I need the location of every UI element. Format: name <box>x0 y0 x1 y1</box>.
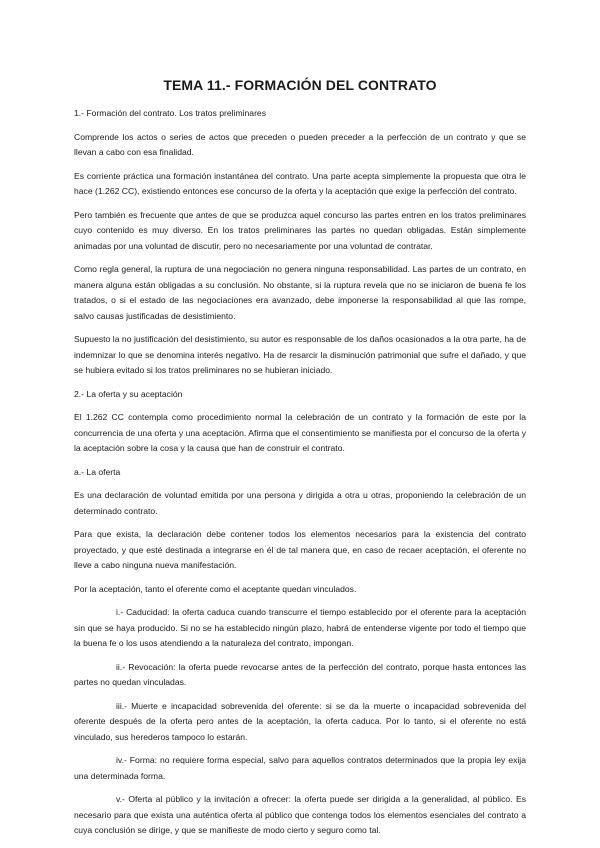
section-2-heading: 2.- La oferta y su aceptación <box>74 388 183 399</box>
section-1-heading: 1.- Formación del contrato. Los tratos preliminares <box>74 108 267 118</box>
list-item: v.- Oferta al público y la invitación a ofrecer: la oferta puede ser dirigida a la generalidad, al público. Es necesario para que exista una auténtica oferta al público que contenga todos los elementos esenciales del contrato a cuya conclusión se dirige, y que se manifieste de modo cierto y seguro como tal. <box>74 794 526 835</box>
section-1-paragraph: Como regla general, la ruptura de una negociación no genera ninguna responsabilidad. Las partes de un contrato, en manera alguna están obligadas a su conclusión. No obstante, si la ruptura revela que no se iniciaron de buena fe los tratados, o si el estado de las negociaciones era avanzado, debe imponerse la responsabilidad al que las rompe, salvo causas justificadas de desistimiento. <box>74 264 526 321</box>
list-item: ii.- Revocación: la oferta puede revocarse antes de la perfección del contrato, porque hasta entonces las partes no quedan vinculadas. <box>74 661 526 687</box>
section-1-paragraph: Es corriente práctica una formación instantánea del contrato. Una parte acepta simplemente la propuesta que otra le hace (1.262 CC), existiendo entonces ese concurso de la oferta y la aceptación que exige la perfección del contrato. <box>74 170 526 196</box>
section-1-paragraph: Comprende los actos o series de actos que preceden o pueden preceder a la perfección de un contrato y que se llevan a cabo con esa finalidad. <box>74 131 526 157</box>
section-1-paragraph: Supuesto la no justificación del desistimiento, su autor es responsable de los daños ocasionados a la otra parte, ha de indemnizar lo que se denomina interés negativo. Ha de resarcir la disminución patrimonial que sufre el dañado, y que se hubiera evitado si los tratos preliminares no se hubieran iniciado. <box>74 334 526 375</box>
section-1-paragraph: Pero también es frecuente que antes de que se produzca aquel concurso las partes entren en los tratos preliminares cuyo contenido es muy diverso. En los tratos preliminares las partes no quedan obligadas. Están simplemente animadas por una voluntad de discutir, pero no necesariamente por una voluntad de contratar. <box>74 209 526 251</box>
document-title: TEMA 11.- FORMACIÓN DEL CONTRATO <box>163 77 437 93</box>
subsection-a-paragraph: Para que exista, la declaración debe contener todos los elementos necesarios para la existencia del contrato proyectado, y que esté destinada a integrarse en él de tal manera que, en caso de recaer aceptación, el oferente no lleve a cabo ninguna nueva manifestación. <box>74 529 526 570</box>
list-item: iii.- Muerte e incapacidad sobrevenida del oferente: si se da la muerte o incapacidad sobrevenida del oferente después de la oferta pero antes de la aceptación, la oferta caduca. Por lo tanto, si el oferente no está vinculado, sus herederos tampoco lo estarán. <box>74 700 526 742</box>
subsection-a-paragraph: Por la aceptación, tanto el oferente como el aceptante quedan vinculados. <box>74 583 357 594</box>
subsection-a-heading: a.- La oferta <box>74 466 121 477</box>
list-item: iv.- Forma: no requiere forma especial, salvo para aquellos contratos determinados que la propia ley exija una determinada forma. <box>74 755 526 781</box>
subsection-a-paragraph: Es una declaración de voluntad emitida por una persona y dirigida a otra u otras, proponiendo la celebración de un determinado contrato. <box>74 490 526 516</box>
section-2-paragraph: El 1.262 CC contempla como procedimiento normal la celebración de un contrato y la formación de este por la concurrencia de una oferta y una aceptación. Afirma que el consentimiento se manifiesta por el concurso de la oferta y la aceptación sobre la cosa y la causa que han de construir el contrato. <box>74 412 526 453</box>
list-item: i.- Caducidad: la oferta caduca cuando transcurre el tiempo establecido por el oferente para la aceptación sin que se haya producido. Si no se ha establecido ningún plazo, habrá de entenderse vigente por todo el tiempo que la buena fe o los usos atendiendo a la naturaleza del contrato, impongan. <box>74 607 526 648</box>
